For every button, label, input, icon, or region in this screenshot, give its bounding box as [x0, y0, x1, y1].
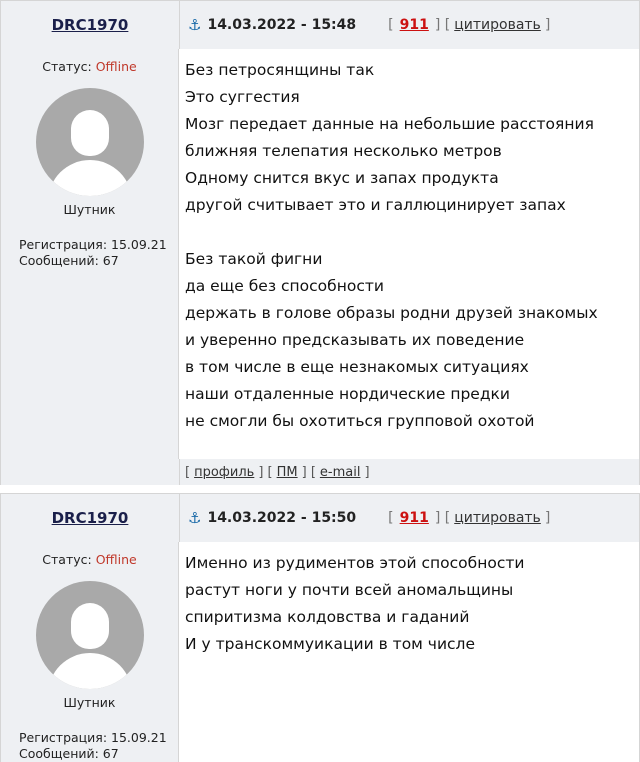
- anchor-icon[interactable]: ⚓: [188, 509, 202, 527]
- status-label: Статус:: [42, 552, 96, 567]
- post-author-cell: [1, 1, 180, 49]
- post-line: Без такой фигни: [185, 250, 323, 268]
- email-link[interactable]: e-mail: [319, 464, 361, 480]
- avatar-body-shape: [48, 160, 132, 196]
- profile-link[interactable]: профиль: [194, 464, 255, 480]
- status-badge: Offline: [95, 552, 137, 567]
- post-line: и уверенно предсказывать их поведение: [185, 331, 525, 349]
- post-date: 14.03.2022 - 15:50: [207, 510, 357, 526]
- post-line: наши отдаленные нордические предки: [185, 385, 510, 403]
- post-number-link[interactable]: 911: [399, 510, 429, 526]
- user-rank: Шутник: [63, 202, 116, 217]
- status-label: Статус:: [42, 59, 96, 74]
- post-author-cell: [1, 494, 180, 542]
- avatar[interactable]: [36, 581, 144, 689]
- post-actions: [ 911 ] [ цитировать ]: [388, 510, 551, 526]
- forum-post: [0, 493, 640, 762]
- post-separator: [0, 485, 640, 493]
- username-link[interactable]: DRC1970: [51, 509, 129, 527]
- registration-date: Регистрация: 15.09.21: [19, 730, 167, 745]
- pm-link[interactable]: ПМ: [276, 464, 298, 480]
- quote-link[interactable]: цитировать: [454, 17, 541, 33]
- post-line: ближняя телепатия несколько метров: [185, 142, 502, 160]
- post-line: Это суггестия: [185, 88, 300, 106]
- post-content: [179, 542, 639, 762]
- post-line: Мозг передает данные на небольшие расстояния: [185, 115, 594, 133]
- user-stats: [19, 237, 178, 269]
- registration-date: Регистрация: 15.09.21: [19, 237, 167, 252]
- user-rank: Шутник: [63, 695, 116, 710]
- status-line: [1, 59, 178, 74]
- post-body: [1, 49, 639, 459]
- post-footer: [1, 459, 639, 485]
- status-badge: Offline: [95, 59, 137, 74]
- post-line: другой считывает это и галлюцинирует запах: [185, 196, 566, 214]
- user-stats: [19, 730, 178, 762]
- post-line: не смогли бы охотиться групповой охотой: [185, 412, 535, 430]
- avatar-body-shape: [48, 653, 132, 689]
- post-number-link[interactable]: 911: [399, 17, 429, 33]
- author-sidebar: [1, 49, 179, 459]
- post-header: [1, 1, 639, 49]
- anchor-icon[interactable]: ⚓: [188, 16, 202, 34]
- post-line: Одному снится вкус и запах продукта: [185, 169, 499, 187]
- post-footer-links: [ профиль ] [ ПМ ] [ e-mail ]: [180, 459, 639, 485]
- author-sidebar: [1, 542, 179, 762]
- post-meta: [180, 494, 639, 542]
- post-line: И у транскоммуикации в том числе: [185, 635, 475, 653]
- quote-link[interactable]: цитировать: [454, 510, 541, 526]
- username-link[interactable]: DRC1970: [51, 16, 129, 34]
- post-content: [179, 49, 639, 459]
- post-line: растут ноги у почти всей аномальщины: [185, 581, 514, 599]
- message-count: Сообщений: 67: [19, 253, 119, 268]
- post-line: спиритизма колдовства и гаданий: [185, 608, 470, 626]
- avatar-head-shape: [71, 110, 109, 156]
- post-line: держать в голове образы родни друзей знакомых: [185, 304, 598, 322]
- post-line: Без петросянщины так: [185, 61, 375, 79]
- post-actions: [ 911 ] [ цитировать ]: [388, 17, 551, 33]
- post-line: в том числе в еще незнакомых ситуациях: [185, 358, 529, 376]
- post-body: [1, 542, 639, 762]
- post-header: [1, 494, 639, 542]
- message-count: Сообщений: 67: [19, 746, 119, 761]
- post-line: Именно из рудиментов этой способности: [185, 554, 525, 572]
- post-date: 14.03.2022 - 15:48: [207, 17, 357, 33]
- post-meta: [180, 1, 639, 49]
- avatar[interactable]: [36, 88, 144, 196]
- avatar-head-shape: [71, 603, 109, 649]
- status-line: [1, 552, 178, 567]
- post-line: да еще без способности: [185, 277, 384, 295]
